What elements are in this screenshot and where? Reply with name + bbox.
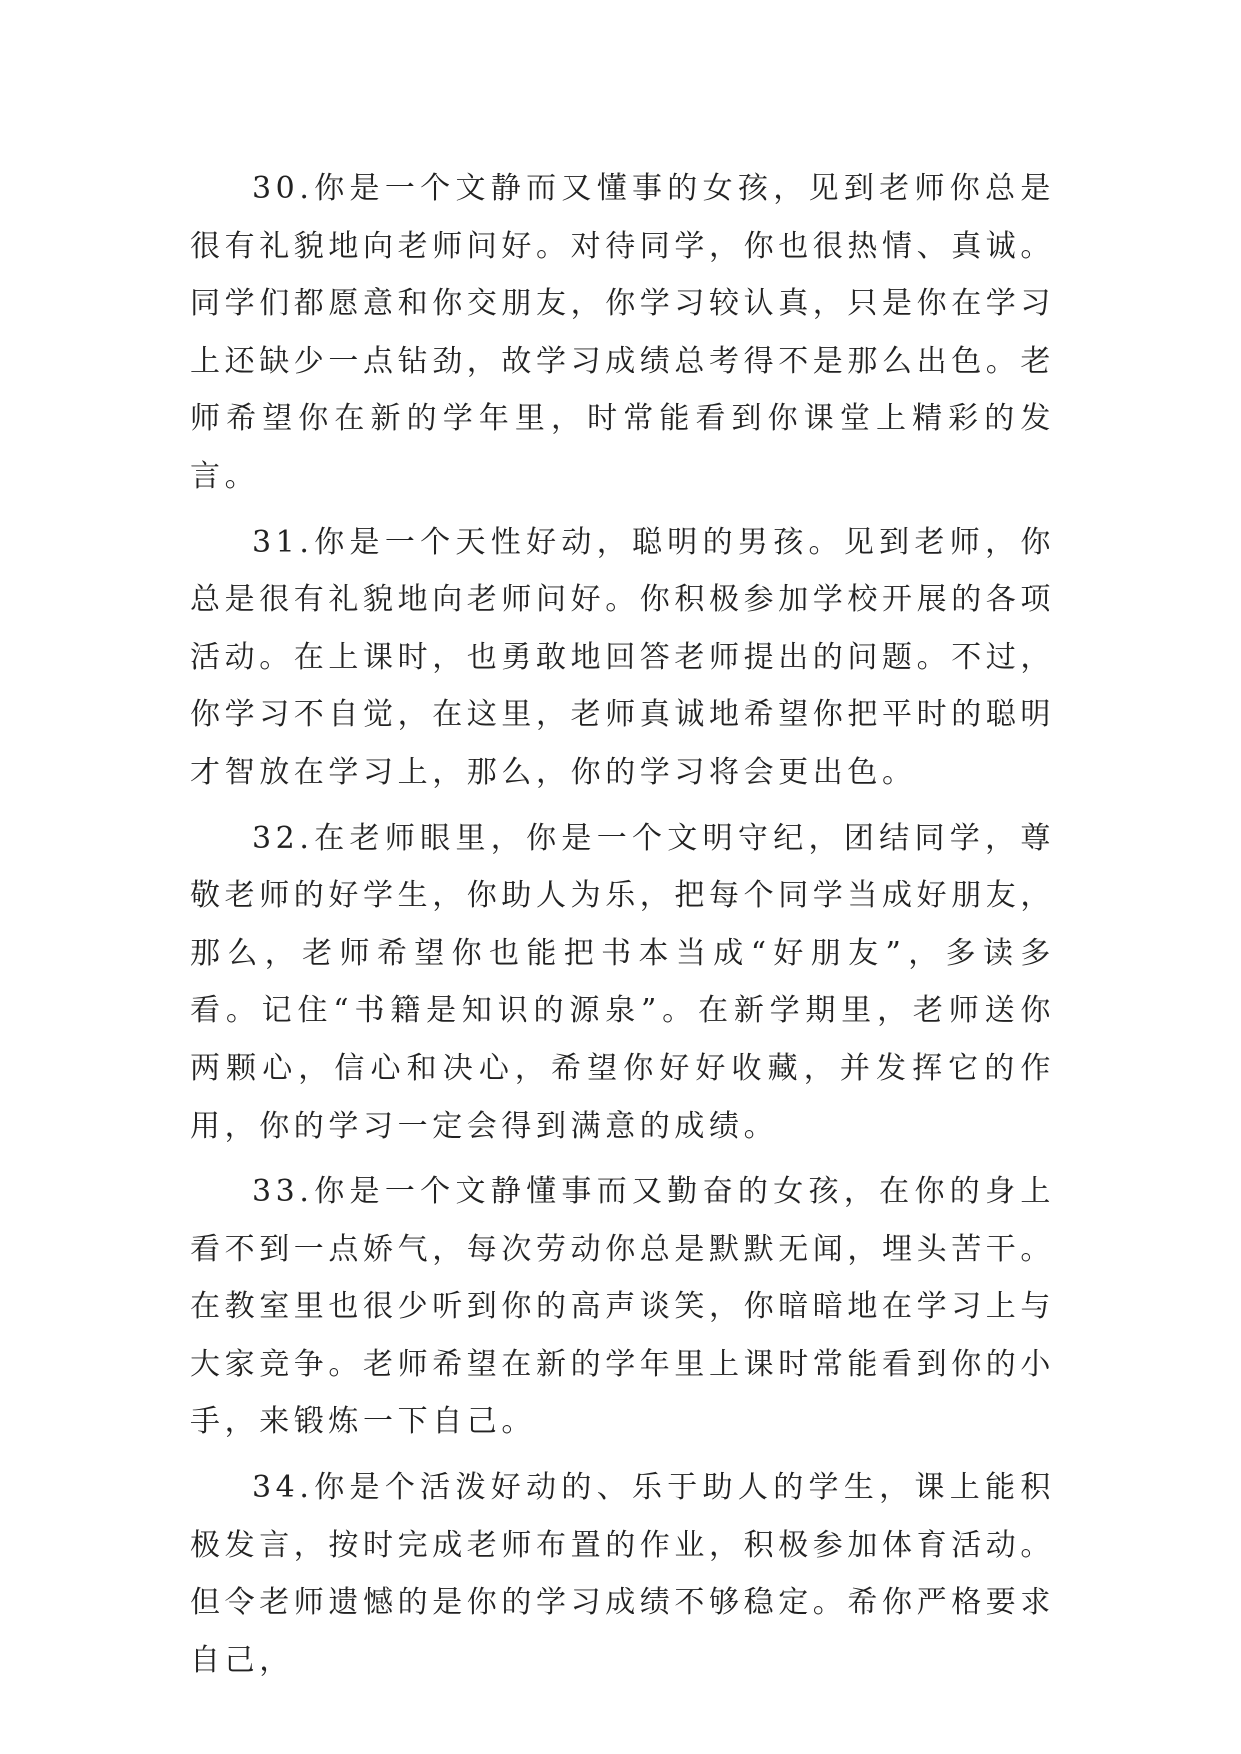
comment-paragraph-30 xyxy=(190,160,1055,506)
comment-paragraph-34 xyxy=(190,1459,1055,1689)
comment-paragraph-31 xyxy=(190,514,1055,802)
paragraph-text: 你是一个文静而又懂事的女孩，见到老师你总是很有礼貌地向老师问好。对待同学，你也很热情、真诚。同学们都愿意和你交朋友，你学习较认真，只是你在学习上还缺少一点钻劲，故学习成绩总考得不是那么出色。老师希望你在新的学年里，时常能看到你课堂上精彩的发言。 xyxy=(190,171,1055,494)
comment-paragraph-33 xyxy=(190,1163,1055,1451)
paragraph-text: 在老师眼里，你是一个文明守纪，团结同学，尊敬老师的好学生，你助人为乐，把每个同学当成好朋友，那么，老师希望你也能把书本当成“好朋友”，多读多看。记住“书籍是知识的源泉”。在新学期里，老师送你两颗心，信心和决心，希望你好好收藏，并发挥它的作用，你的学习一定会得到满意的成绩。 xyxy=(190,820,1055,1144)
paragraph-text: 你是一个文静懂事而又勤奋的女孩，在你的身上看不到一点娇气，每次劳动你总是默默无闻，埋头苦干。在教室里也很少听到你的高声谈笑，你暗暗地在学习上与大家竞争。老师希望在新的学年里上课时常能看到你的小手，来锻炼一下自己。 xyxy=(190,1174,1055,1440)
document-page xyxy=(190,160,1055,1689)
paragraph-number: 33. xyxy=(252,1174,314,1210)
paragraph-text: 你是个活泼好动的、乐于助人的学生，课上能积极发言，按时完成老师布置的作业，积极参加体育活动。但令老师遗憾的是你的学习成绩不够稳定。希你严格要求自己， xyxy=(190,1470,1055,1678)
paragraph-number: 34. xyxy=(252,1470,314,1506)
paragraph-number: 30. xyxy=(252,171,314,206)
paragraph-text: 你是一个天性好动，聪明的男孩。见到老师，你总是很有礼貌地向老师问好。你积极参加学校开展的各项活动。在上课时，也勇敢地回答老师提出的问题。不过，你学习不自觉，在这里，老师真诚地希望你把平时的聪明才智放在学习上，那么，你的学习将会更出色。 xyxy=(190,524,1055,790)
comment-paragraph-32 xyxy=(190,810,1055,1156)
paragraph-number: 31. xyxy=(252,524,314,560)
paragraph-number: 32. xyxy=(252,820,314,856)
